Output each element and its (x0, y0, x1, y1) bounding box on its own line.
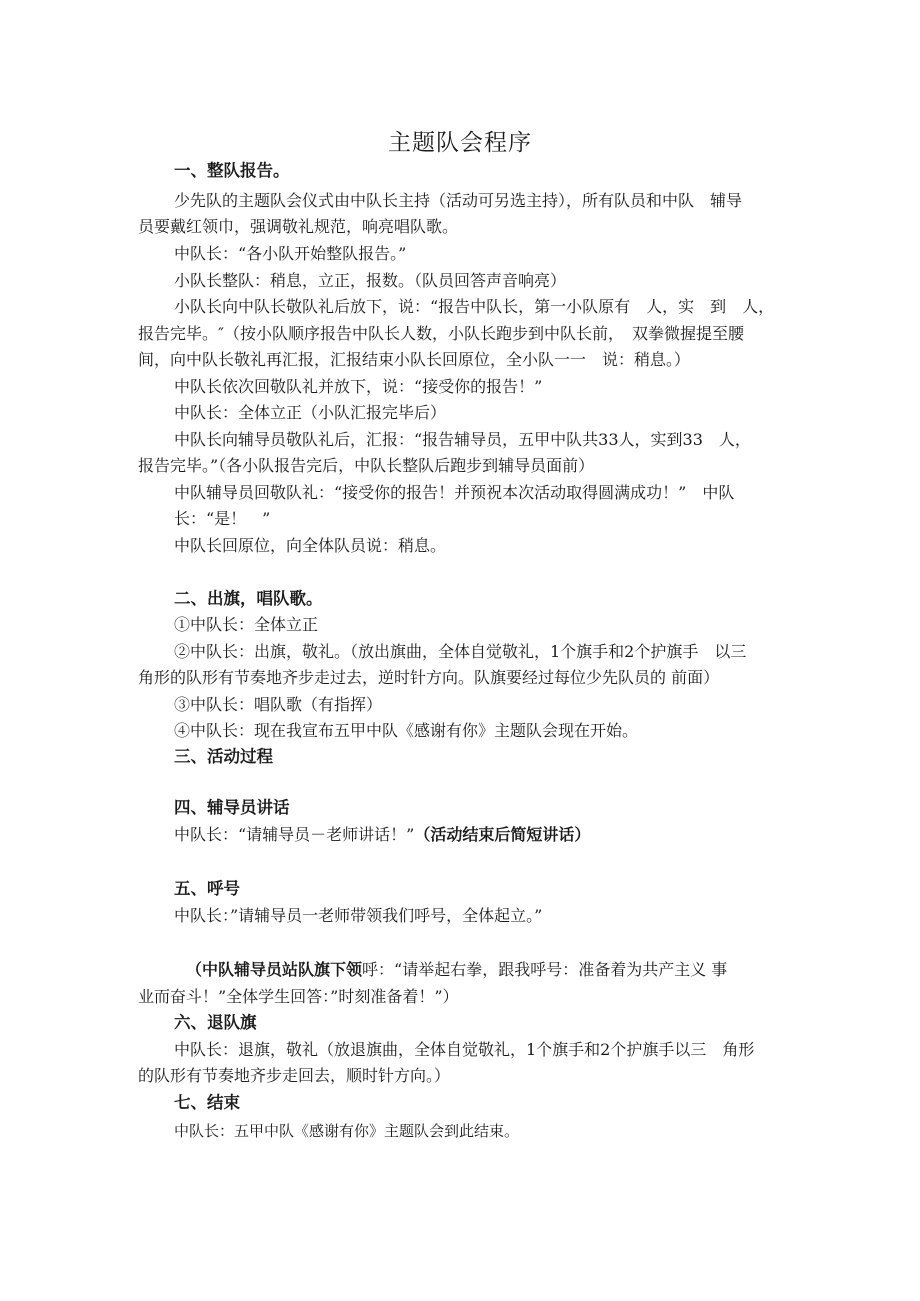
paragraph-line: 中队长向辅导员敬队礼后，汇报：“报告辅导员，五甲中队共33人，实到33 人， (174, 430, 751, 449)
paragraph-line: 中队长：”请辅导员一老师带领我们呼号，全体起立。” (174, 906, 543, 925)
paragraph-line: 的队形有节奏地齐步走回去，顺时针方向。） (138, 1066, 451, 1085)
paragraph-line: ③中队长：唱队歌（有指挥） (174, 695, 383, 714)
call-text: 呼：“请举起右拳，跟我呼号：准备着为共产主义 事 (362, 960, 728, 979)
paragraph-line: ①中队长：全体立正 (174, 615, 319, 634)
paragraph-line: 中队辅导员回敬队礼：“接受你的报告！并预祝本次活动取得圆满成功！” 中队 (174, 483, 735, 502)
section-6-heading: 六、退队旗 (174, 1013, 257, 1032)
paragraph-line: 间，向中队长敬礼再汇报，汇报结束小队长回原位，全小队一一 说：稍息。） (138, 350, 691, 369)
document-title: 主题队会程序 (388, 130, 532, 156)
paragraph-line: 报告完毕。”（各小队报告完后，中队长整队后跑步到辅导员面前） (138, 456, 595, 475)
paragraph-line: 角形的队形有节奏地齐步走过去，逆时针方向。队旗要经过每位少先队员的 前面） (138, 668, 720, 687)
paragraph-line (186, 959, 727, 981)
paragraph-line: 小队长整队：稍息，立正，报数。（队员回答声音响亮） (174, 271, 567, 290)
paragraph-line: ②中队长：出旗，敬礼。（放出旗曲，全体自觉敬礼，1个旗手和2个护旗手 以三 (174, 642, 747, 661)
call-note: （中队辅导员站队旗下领 (186, 960, 363, 979)
section-1-heading: 一、整队报告。 (174, 161, 290, 180)
paragraph-line: 报告完毕。″（按小队顺序报告中队长人数，小队长跑步到中队长前， 双拳微握提至腰 (138, 324, 744, 343)
paragraph-line: 中队长：全体立正（小队汇报完毕后） (174, 403, 447, 422)
section-3-heading: 三、活动过程 (174, 747, 273, 766)
section-5-heading: 五、呼号 (174, 879, 240, 898)
paragraph-line: 少先队的主题队会仪式由中队长主持（活动可另选主持），所有队员和中队 辅导 (174, 191, 743, 210)
section-4-heading: 四、辅导员讲话 (174, 798, 290, 817)
paragraph-line: 中队长：退旗，敬礼（放退旗曲，全体自觉敬礼，1个旗手和2个护旗手以三 角形 (174, 1040, 755, 1059)
paragraph-line: 中队长依次回敬队礼并放下，说：“接受你的报告！” (174, 377, 543, 396)
section-2-heading: 二、出旗，唱队歌。 (174, 589, 323, 608)
paragraph-line (174, 824, 590, 846)
paragraph-line: 中队长回原位，向全体队员说：稍息。 (174, 536, 447, 555)
paragraph-line: 中队长：五甲中队《感谢有你》主题队会到此结束。 (174, 1122, 520, 1140)
paragraph-line: ④中队长：现在我宣布五甲中队《感谢有你》主题队会现在开始。 (174, 721, 639, 740)
paragraph-line: 中队长：“各小队开始整队报告。” (174, 244, 407, 263)
paragraph-line: 业而奋斗！”全体学生回答：”时刻准备着！”） (138, 987, 459, 1006)
paragraph-line: 长：“是！ ” (174, 509, 271, 528)
speech-note: （活动结束后简短讲话） (414, 825, 591, 844)
section-7-heading: 七、结束 (174, 1093, 240, 1112)
paragraph-line: 员要戴红领巾，强调敬礼规范，响亮唱队歌。 (138, 217, 459, 236)
paragraph-line: 小队长向中队长敬队礼后放下，说：“报告中队长，第一小队原有 人，实 到 人， (174, 297, 775, 316)
speech-text: 中队长：“请辅导员－老师讲话！” (174, 825, 415, 844)
